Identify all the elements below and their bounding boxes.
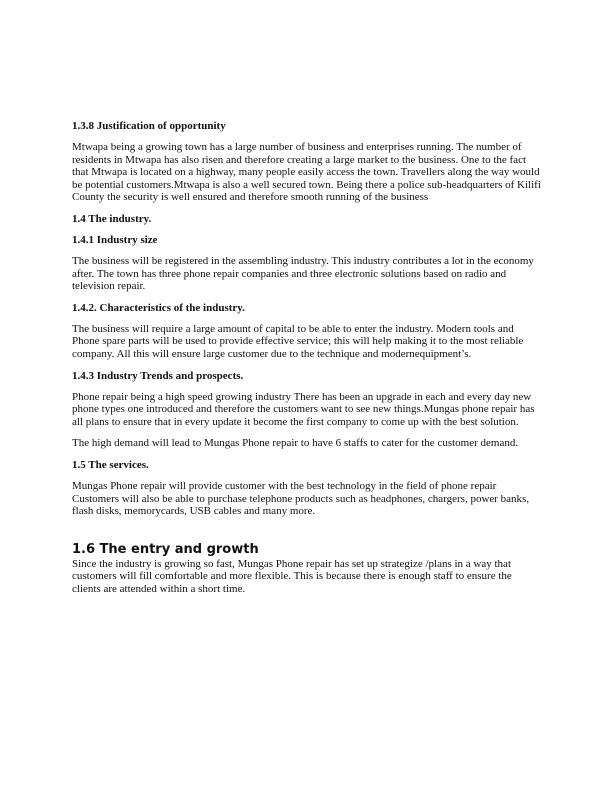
paragraph-services: Mungas Phone repair will provide customer with the best technology in the field of phone repair Customers will also be able to purchase telephone products such as headphones, chargers, power banks, flash disks, memorycards, USB cables and many more. [72,479,530,518]
heading-services: 1.5 The services. [72,458,149,471]
paragraph-trends: Phone repair being a high speed growing industry There has been an upgrade in each and every day new phone types one introduced and therefore the customers want to see new things.Mungas phone repair has all plans to ensure that in every update it become the first company to come up with the best solution. [72,390,535,428]
heading-justification: 1.3.8 Justification of opportunity [72,120,226,132]
paragraph-demand: The high demand will lead to Mungas Phone repair to have 6 staffs to cater for the customer demand. [72,437,519,450]
paragraph-characteristics: The business will require a large amount of capital to be able to enter the industry. Modern tools and Phone spare parts will be used to provide effective service; this will help making it to the most reliable company. All this will ensure large customer due to the technique and modernequipment’s. [72,322,524,360]
heading-industry: 1.4 The industry. [72,212,152,225]
paragraph-industry-size: The business will be registered in the assembling industry. This industry contributes a lot in the economy after. The town has three phone repair companies and three electronic solutions based on radio and television repair. [72,254,534,293]
document-page [72,120,542,595]
heading-trends: 1.4.3 Industry Trends and prospects. [72,369,244,382]
paragraph-justification: Mtwapa being a growing town has a large number of business and enterprises running. The number of residents in Mtwapa has also risen and therefore creating a large market to the business. One to the fact that Mtwapa is located on a highway, many people easily access the town. Travellers along the way would be potential customers.Mtwapa is also a well secured town. Being there a police sub-headquarters of Kilifi County the security is well ensured and therefore smooth running of the business [72,141,541,204]
paragraph-entry-growth: Since the industry is growing so fast, Mungas Phone repair has set up strategize /plans in a way that customers will fill comfortable and more flexible. This is because there is enough staff to ensure the clients are attended within a short time. [72,557,512,595]
heading-entry-growth: 1.6 The entry and growth [72,541,259,557]
heading-industry-size: 1.4.1 Industry size [72,233,158,246]
heading-characteristics: 1.4.2. Characteristics of the industry. [72,301,245,314]
